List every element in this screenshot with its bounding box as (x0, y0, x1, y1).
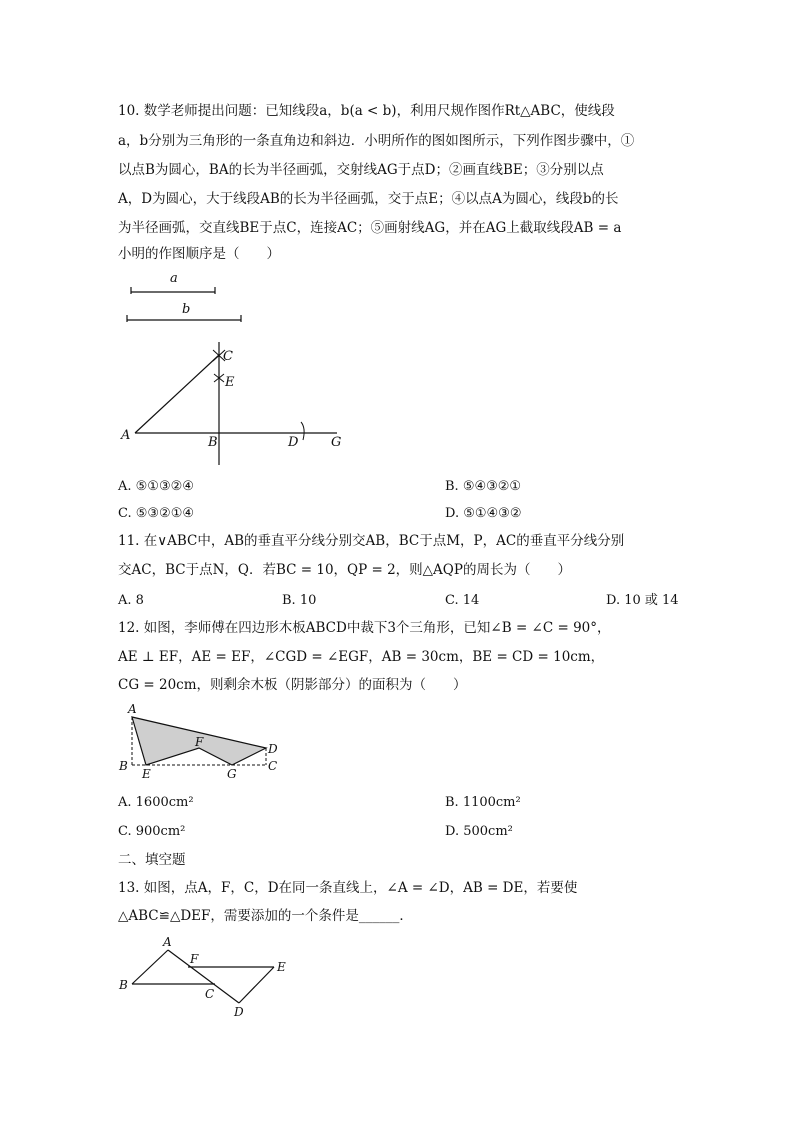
q11-line-1: 11. 在∨ABC中，AB的垂直平分线分别交AB，BC于点M，P，AC的垂直平分线分别 (118, 533, 625, 549)
q13-label-E: E (277, 960, 286, 974)
q12-label-F: F (195, 735, 204, 749)
q13-figure (115, 930, 295, 1020)
q10-line-4: A，D为圆心，大于线段AB的长为半径画弧，交于点E；④以点A为圆心，线段b的长 (118, 191, 619, 207)
q11-option-a[interactable]: A. 8 (118, 593, 144, 608)
q10-label-A: A (121, 428, 131, 443)
q12-option-a[interactable]: A. 1600cm² (118, 795, 194, 810)
q10-line-6: 小明的作图顺序是（ ） (118, 246, 280, 262)
q12-option-b[interactable]: B. 1100cm² (445, 795, 521, 810)
q10-line-1: 10. 数学老师提出问题：已知线段a，b(a < b)，利用尺规作图作Rt△ABC，使线段 (118, 103, 615, 119)
q12-line-3: CG = 20cm，则剩余木板（阴影部分）的面积为（ ） (118, 677, 467, 693)
q11-option-b[interactable]: B. 10 (282, 593, 317, 608)
q11-option-d[interactable]: D. 10 或 14 (606, 593, 679, 608)
q13-label-C: C (205, 987, 215, 1001)
q10-option-d[interactable]: D. ⑤①④③② (445, 506, 522, 521)
q13-line-1: 13. 如图，点A，F，C，D在同一条直线上，∠A = ∠D，AB = DE，若要使 (118, 880, 578, 896)
q13-label-D: D (234, 1005, 244, 1019)
q10-label-a: a (170, 271, 178, 286)
q13-line-2: △ABC≌△DEF，需要添加的一个条件是______． (118, 908, 413, 924)
q12-label-D: D (268, 742, 278, 756)
q10-label-b: b (182, 302, 191, 317)
q10-option-a[interactable]: A. ⑤①③②④ (118, 479, 194, 494)
q10-label-D: D (288, 435, 299, 450)
section-heading: 二、填空题 (118, 852, 186, 868)
q11-line-2: 交AC，BC于点N，Q．若BC = 10，QP = 2，则△AQP的周长为（ ） (118, 562, 571, 578)
q11-option-c[interactable]: C. 14 (445, 593, 480, 608)
q13-label-A: A (163, 935, 172, 949)
q10-label-B: B (208, 435, 218, 450)
q10-line-5: 为半径画弧，交直线BE于点C，连接AC；⑤画射线AG，并在AG上截取线段AB = a (118, 220, 622, 236)
q10-line-3: 以点B为圆心，BA的长为半径画弧，交射线AG于点D；②画直线BE；③分别以点 (118, 162, 604, 178)
q12-label-C: C (268, 759, 278, 773)
q10-line-2: a，b分别为三角形的一条直角边和斜边．小明所作的图如图所示，下列作图步骤中，① (118, 133, 635, 149)
q13-label-B: B (119, 978, 128, 992)
q12-label-B: B (119, 759, 128, 773)
q10-label-E: E (225, 375, 235, 390)
q12-label-G: G (227, 767, 237, 780)
q10-option-b[interactable]: B. ⑤④③②① (445, 479, 522, 494)
q12-figure (115, 700, 290, 780)
q10-option-c[interactable]: C. ⑤③②①④ (118, 506, 195, 521)
q10-label-C: C (223, 349, 233, 364)
q12-line-1: 12. 如图，李师傅在四边形木板ABCD中裁下3个三角形，已知∠B = ∠C = 90°， (118, 620, 611, 636)
q12-option-d[interactable]: D. 500cm² (445, 824, 513, 839)
q13-label-F: F (190, 952, 199, 966)
q12-label-A: A (128, 702, 137, 716)
q10-figure (115, 262, 355, 467)
q12-label-E: E (142, 767, 151, 780)
q12-line-2: AE ⊥ EF，AE = EF，∠CGD = ∠EGF，AB = 30cm，BE = CD = 10cm， (118, 649, 605, 665)
q12-option-c[interactable]: C. 900cm² (118, 824, 186, 839)
q10-label-G: G (331, 435, 342, 450)
